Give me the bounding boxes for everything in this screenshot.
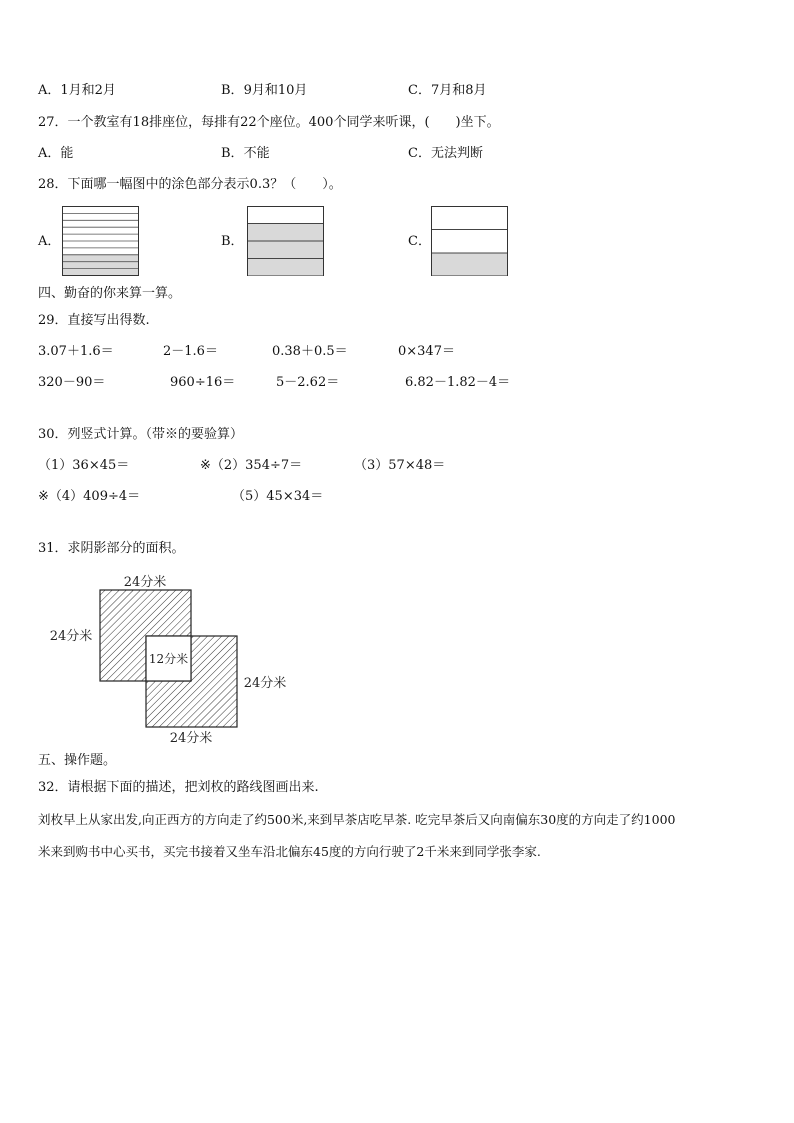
option-letter: A．	[38, 146, 61, 161]
label-right: 24分米	[243, 676, 287, 691]
option-text: 不能	[243, 146, 270, 161]
q30-item: ※（4）409÷4＝	[38, 489, 141, 504]
option-text: 9月和10月	[243, 83, 308, 98]
option-text: 无法判断	[430, 146, 483, 161]
q26-option-a	[38, 83, 116, 99]
q30-stem: 30．列竖式计算。（带※的要验算）	[38, 427, 244, 442]
q30-item: （1）36×45＝	[38, 458, 130, 473]
option-text: 1月和2月	[60, 83, 116, 98]
q28-stem: 28．下面哪一幅图中的涂色部分表示0.3？（ ）。	[38, 177, 342, 192]
option-letter: B．	[221, 83, 244, 98]
q29-expression: 2－1.6＝	[163, 344, 218, 359]
overlapping-squares-figure	[40, 570, 300, 748]
q26-option-c	[408, 83, 487, 99]
q28-option-c-letter: C．	[408, 234, 431, 249]
label-center: 12分米	[148, 652, 189, 666]
q29-expression: 0×347＝	[398, 344, 455, 359]
option-text: 7月和8月	[430, 83, 487, 98]
q31-stem: 31．求阴影部分的面积。	[38, 541, 185, 556]
option-letter: C．	[408, 83, 431, 98]
q30-item: （3）57×48＝	[354, 458, 446, 473]
label-left: 24分米	[49, 629, 93, 644]
q29-expression: 960÷16＝	[170, 375, 236, 390]
q27-stem: 27．一个教室有18排座位，每排有22个座位。400个同学来听课，( )坐下。	[38, 115, 500, 130]
label-bottom: 24分米	[169, 731, 213, 746]
q32-description-line2: 米来到购书中心买书，买完书接着又坐车沿北偏东45度的方向行驶了2千米来到同学张李家.	[38, 844, 541, 859]
q29-expression: 0.38＋0.5＝	[272, 344, 348, 359]
q26-option-b	[221, 83, 307, 99]
figure-c-shaded-part	[432, 253, 507, 276]
q29-expression: 6.82－1.82－4＝	[405, 375, 511, 390]
q29-stem: 29．直接写出得数.	[38, 313, 150, 328]
figure-a-striped-rectangle	[62, 206, 140, 278]
option-letter: C．	[408, 146, 431, 161]
section-five-heading: 五、操作题。	[38, 753, 117, 768]
q32-stem: 32．请根据下面的描述，把刘枚的路线图画出来.	[38, 780, 319, 795]
q32-description-line1: 刘枚早上从家出发,向正西方的方向走了约500米,来到早茶店吃早茶. 吃完早茶后又向南偏东30度的方向走了约1000	[38, 812, 676, 827]
q29-expression: 320－90＝	[38, 375, 106, 390]
figure-c-three-part-rectangle	[431, 206, 509, 278]
figure-a-shaded-strips	[63, 254, 138, 275]
option-letter: A．	[38, 83, 61, 98]
q27-option-b	[221, 146, 270, 162]
section-four-heading: 四、勤奋的你来算一算。	[38, 286, 182, 301]
option-text: 能	[60, 146, 74, 161]
q28-option-a-letter: A．	[38, 234, 61, 249]
q29-expression: 5－2.62＝	[276, 375, 340, 390]
figure-b-shaded-parts	[248, 224, 323, 276]
q29-expression: 3.07＋1.6＝	[38, 344, 114, 359]
q30-item: ※（2）354÷7＝	[200, 458, 303, 473]
label-top: 24分米	[123, 575, 167, 590]
option-letter: B．	[221, 146, 244, 161]
figure-b-four-part-rectangle	[247, 206, 325, 278]
q30-item: （5）45×34＝	[232, 489, 324, 504]
q27-option-a	[38, 146, 73, 162]
q28-option-b-letter: B．	[221, 234, 244, 249]
q27-option-c	[408, 146, 483, 162]
